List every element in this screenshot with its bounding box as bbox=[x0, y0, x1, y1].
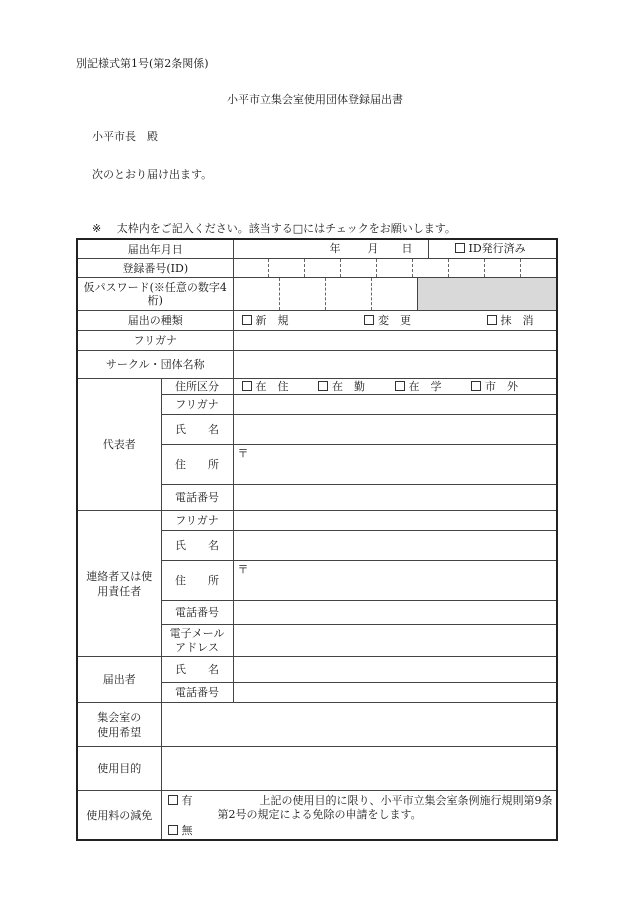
type-new-option[interactable]: 新 規 bbox=[242, 314, 289, 327]
temp-pw-input[interactable] bbox=[234, 278, 417, 310]
row-date bbox=[77, 239, 557, 259]
contact-address-input[interactable] bbox=[233, 561, 557, 601]
form-number: 別記様式第1号(第2条関係) bbox=[76, 57, 209, 70]
contact-name-input[interactable] bbox=[233, 531, 557, 561]
contact-furigana-label: フリガナ bbox=[161, 511, 233, 531]
rep-name-input[interactable] bbox=[233, 415, 557, 445]
rep-label: 代表者 bbox=[77, 379, 161, 511]
registration-form-table bbox=[76, 238, 558, 841]
addr-work-option[interactable]: 在 勤 bbox=[318, 380, 365, 393]
contact-address-label: 住 所 bbox=[161, 561, 233, 601]
rep-address-label: 住 所 bbox=[161, 445, 233, 485]
id-issued-label: ID発行済み bbox=[468, 242, 526, 255]
room-wish-label: 集会室の使用希望 bbox=[77, 703, 161, 747]
contact-email-label: 電子メールアドレス bbox=[161, 625, 233, 657]
addr-school-option[interactable]: 在 学 bbox=[395, 380, 442, 393]
row-purpose bbox=[77, 747, 557, 791]
contact-label: 連絡者又は使用責任者 bbox=[77, 511, 161, 657]
document-title: 小平市立集会室使用団体登録届出書 bbox=[227, 93, 403, 106]
postal-mark: 〒 bbox=[237, 447, 249, 460]
reg-no-input[interactable] bbox=[234, 259, 557, 277]
contact-email-input[interactable] bbox=[233, 625, 557, 657]
type-delete-option[interactable]: 抹 消 bbox=[487, 314, 534, 327]
type-change-option[interactable]: 変 更 bbox=[364, 314, 411, 327]
rep-phone-input[interactable] bbox=[233, 485, 557, 511]
date-label: 届出年月日 bbox=[77, 239, 233, 259]
row-rep-address-class bbox=[77, 379, 557, 395]
addressee: 小平市長 殿 bbox=[92, 130, 158, 143]
group-name-input[interactable] bbox=[233, 351, 557, 379]
rep-name-label: 氏 名 bbox=[161, 415, 233, 445]
shaded-area bbox=[417, 278, 557, 310]
fee-waiver-text: 上記の使用目的に限り、小平市立集会室条例施行規則第9条第2号の規定による免除の申請をします。 bbox=[217, 794, 553, 821]
row-notification-type bbox=[77, 311, 557, 331]
purpose-label: 使用目的 bbox=[77, 747, 161, 791]
checkbox-icon[interactable] bbox=[242, 315, 252, 325]
fee-label: 使用料の減免 bbox=[77, 791, 161, 841]
contact-name-label: 氏 名 bbox=[161, 531, 233, 561]
room-wish-input[interactable] bbox=[161, 703, 557, 747]
checkbox-icon[interactable] bbox=[471, 381, 481, 391]
purpose-input[interactable] bbox=[161, 747, 557, 791]
row-contact-furigana bbox=[77, 511, 557, 531]
checkbox-icon[interactable] bbox=[487, 315, 497, 325]
checkbox-icon[interactable] bbox=[318, 381, 328, 391]
month-label: 月 bbox=[367, 242, 379, 255]
row-room-wish bbox=[77, 703, 557, 747]
type-label: 届出の種類 bbox=[77, 311, 233, 331]
row-registration-number bbox=[77, 259, 557, 278]
row-group-furigana bbox=[77, 331, 557, 351]
submitter-name-label: 氏 名 bbox=[161, 657, 233, 683]
checkbox-icon[interactable] bbox=[168, 825, 178, 835]
row-submitter-name bbox=[77, 657, 557, 683]
row-temp-password bbox=[77, 278, 557, 311]
group-furigana-label: フリガナ bbox=[77, 331, 233, 351]
addr-outside-option[interactable]: 市 外 bbox=[471, 380, 518, 393]
checkbox-icon[interactable] bbox=[455, 243, 465, 253]
postal-mark: 〒 bbox=[237, 563, 249, 576]
submitter-label: 届出者 bbox=[77, 657, 161, 703]
rep-furigana-label: フリガナ bbox=[161, 395, 233, 415]
temp-pw-label: 仮パスワード(※任意の数字4桁) bbox=[77, 278, 233, 311]
note-text: 太枠内をご記入ください。該当する□にはチェックをお願いします。 bbox=[116, 222, 456, 235]
checkbox-icon[interactable] bbox=[168, 795, 178, 805]
checkbox-icon[interactable] bbox=[242, 381, 252, 391]
id-issued-option[interactable] bbox=[428, 240, 557, 258]
row-group-name bbox=[77, 351, 557, 379]
group-furigana-input[interactable] bbox=[233, 331, 557, 351]
submitter-name-input[interactable] bbox=[233, 657, 557, 683]
contact-phone-label: 電話番号 bbox=[161, 601, 233, 625]
rep-furigana-input[interactable] bbox=[233, 395, 557, 415]
day-label: 日 bbox=[401, 242, 413, 255]
rep-address-input[interactable] bbox=[233, 445, 557, 485]
note-mark: ※ bbox=[92, 222, 102, 235]
year-label: 年 bbox=[329, 242, 341, 255]
intro-text: 次のとおり届け出ます。 bbox=[92, 168, 213, 181]
checkbox-icon[interactable] bbox=[364, 315, 374, 325]
addr-class-label: 住所区分 bbox=[161, 379, 233, 395]
contact-furigana-input[interactable] bbox=[233, 511, 557, 531]
reg-no-label: 登録番号(ID) bbox=[77, 259, 233, 278]
addr-resident-option[interactable]: 在 住 bbox=[242, 380, 289, 393]
contact-phone-input[interactable] bbox=[233, 601, 557, 625]
date-input-area[interactable] bbox=[234, 240, 428, 258]
fee-no-option[interactable]: 無 bbox=[168, 824, 193, 837]
submitter-phone-label: 電話番号 bbox=[161, 683, 233, 703]
rep-phone-label: 電話番号 bbox=[161, 485, 233, 511]
submitter-phone-input[interactable] bbox=[233, 683, 557, 703]
instruction-note bbox=[92, 222, 456, 236]
group-name-label: サークル・団体名称 bbox=[77, 351, 233, 379]
row-fee-waiver bbox=[77, 791, 557, 841]
checkbox-icon[interactable] bbox=[395, 381, 405, 391]
fee-yes-option[interactable]: 有 bbox=[168, 794, 193, 807]
